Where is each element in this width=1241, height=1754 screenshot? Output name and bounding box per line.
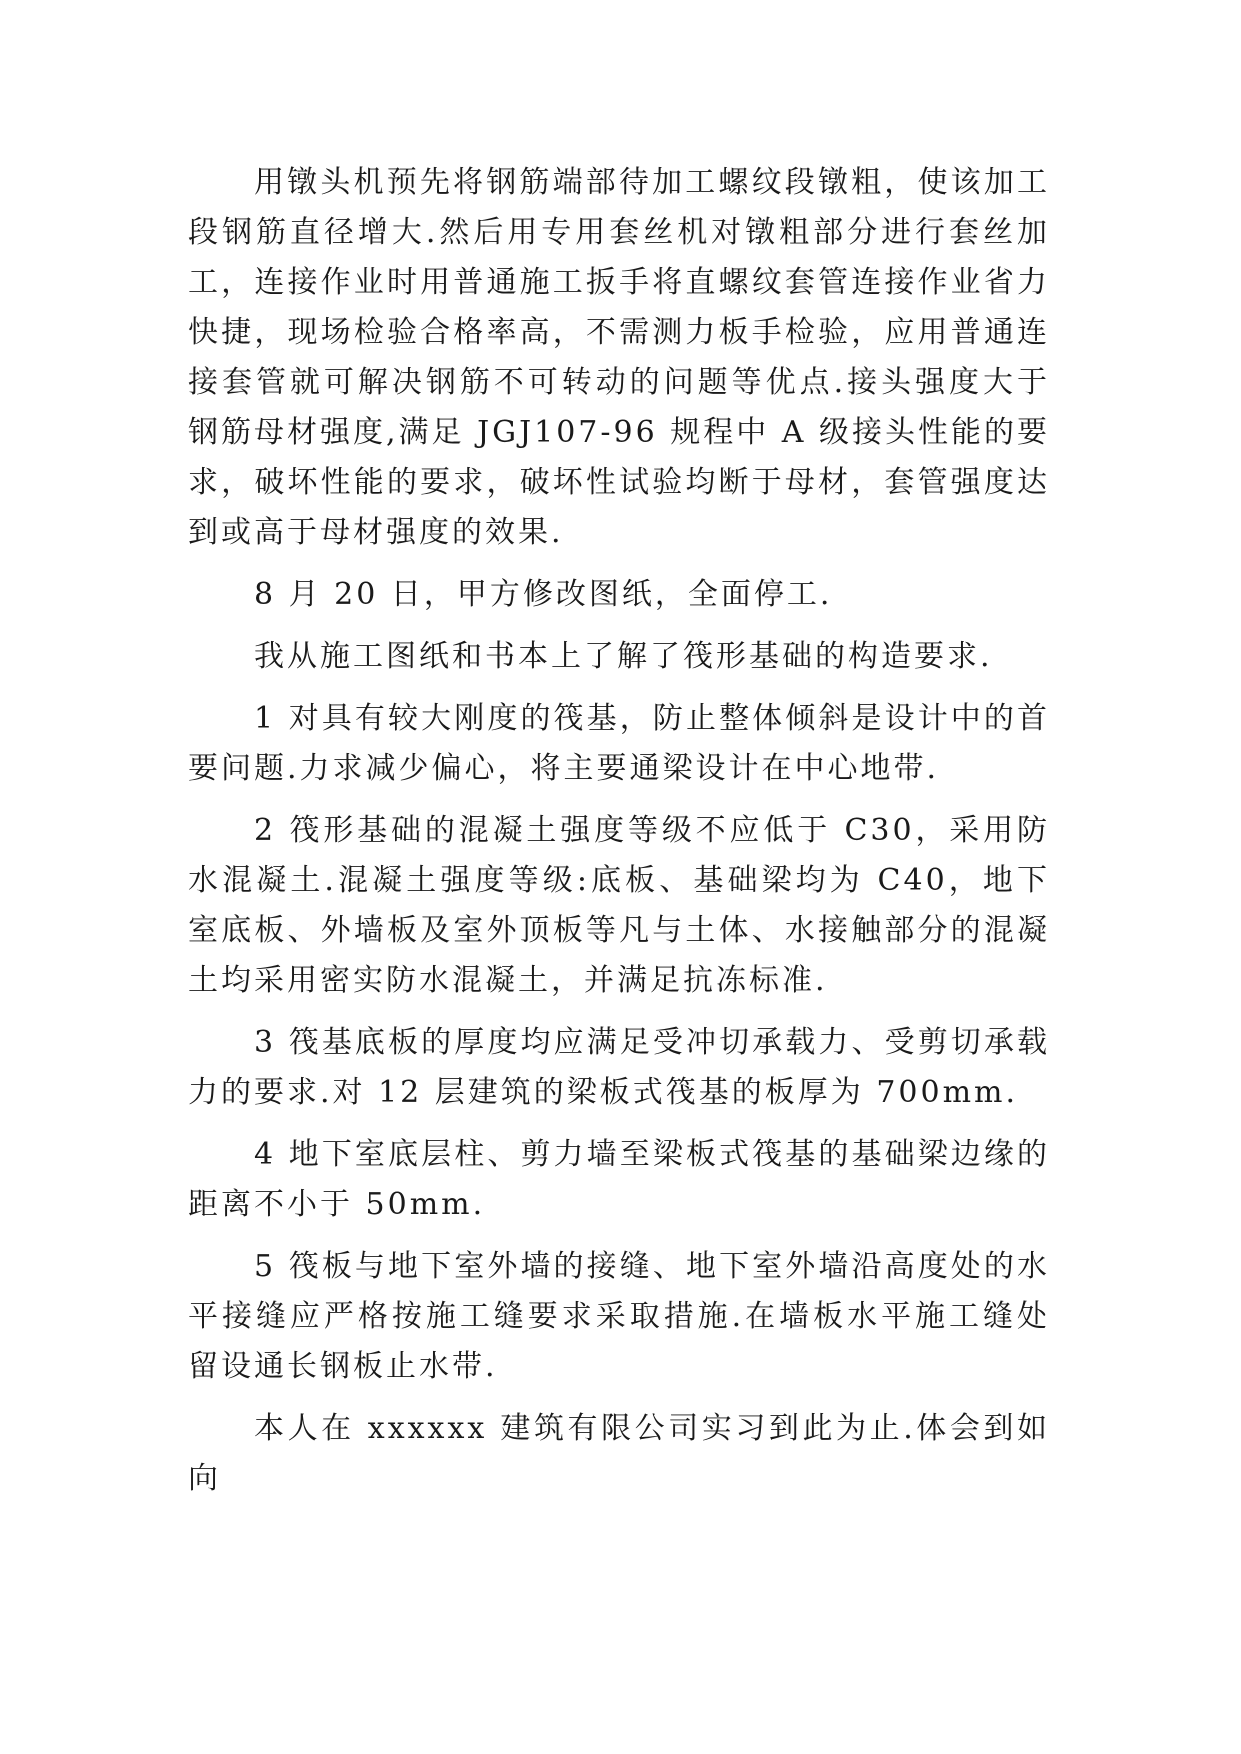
paragraph-work-stoppage: 8 月 20 日，甲方修改图纸，全面停工. bbox=[254, 577, 833, 612]
paragraph-item-4: 4 地下室底层柱、剪力墙至梁板式筏基的基础梁边缘的距离不小于 50mm. bbox=[188, 1137, 1050, 1222]
document-body bbox=[188, 158, 1050, 1516]
paragraph-item-3: 3 筏基底板的厚度均应满足受冲切承载力、受剪切承载力的要求.对 12 层建筑的梁板式筏基的板厚为 700mm. bbox=[188, 1025, 1050, 1110]
paragraph-item-1: 1 对具有较大刚度的筏基，防止整体倾斜是设计中的首要问题.力求减少偏心，将主要通梁设计在中心地带. bbox=[188, 701, 1050, 786]
paragraph-raft-foundation-intro: 我从施工图纸和书本上了解了筏形基础的构造要求. bbox=[254, 639, 993, 674]
paragraph-item-5: 5 筏板与地下室外墙的接缝、地下室外墙沿高度处的水平接缝应严格按施工缝要求采取措施.在墙板水平施工缝处留设通长钢板止水带. bbox=[188, 1249, 1050, 1384]
paragraph-item-2: 2 筏形基础的混凝土强度等级不应低于 C30，采用防水混凝土.混凝土强度等级:底板、基础梁均为 C40，地下室底板、外墙板及室外顶板等凡与土体、水接触部分的混凝土均采用密实防水混凝土，并满足抗冻标准. bbox=[188, 813, 1050, 998]
paragraph-rebar-threading: 用镦头机预先将钢筋端部待加工螺纹段镦粗，使该加工段钢筋直径增大.然后用专用套丝机对镦粗部分进行套丝加工，连接作业时用普通施工扳手将直螺纹套管连接作业省力快捷，现场检验合格率高，不需测力板手检验，应用普通连接套管就可解决钢筋不可转动的问题等优点.接头强度大于钢筋母材强度,满足 JGJ107-96 规程中 A 级接头性能的要求，破坏性能的要求，破坏性试验均断于母材，套管强度达到或高于母材强度的效果. bbox=[188, 165, 1050, 550]
paragraph-conclusion: 本人在 xxxxxx 建筑有限公司实习到此为止.体会到如向 bbox=[188, 1411, 1050, 1496]
